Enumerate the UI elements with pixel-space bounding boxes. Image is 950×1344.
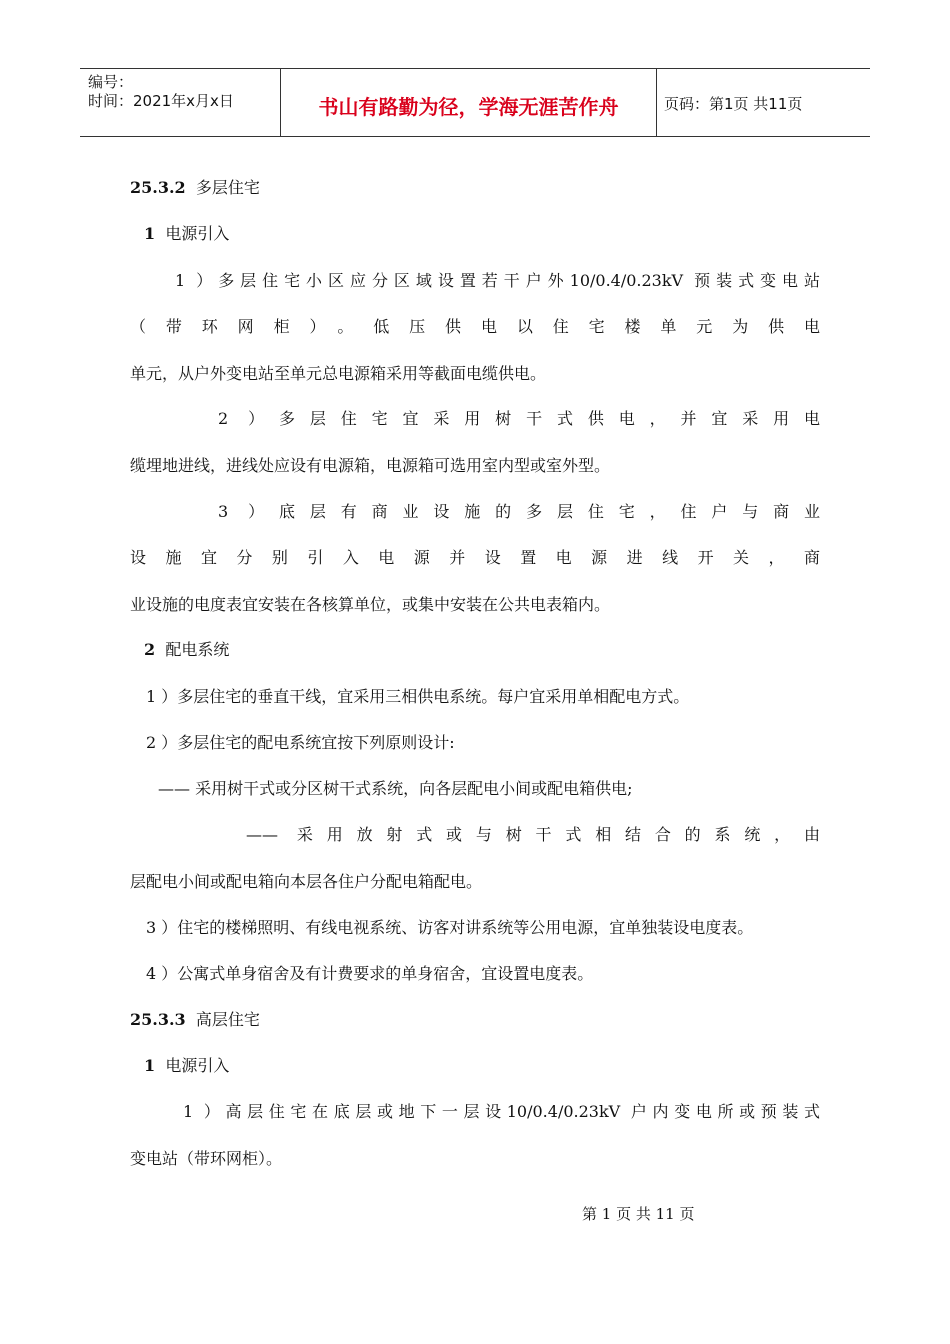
paragraph-line: 单元，从户外变电站至单元总电源箱采用等截面电缆供电。	[130, 364, 547, 383]
section-number: 25.3.3	[130, 1010, 186, 1029]
page-footer: 第 1 页 共 11 页	[582, 1205, 695, 1223]
paragraph-line: 设施宜分别引入电源并设置电源进线开关，商	[130, 548, 820, 567]
paragraph-line: —— 采用树干式或分区树干式系统，向各层配电小间或配电箱供电;	[158, 779, 633, 798]
page-header	[80, 68, 870, 137]
paragraph-line: 1 ）高层住宅在底层或地下一层设10/0.4/0.23kV 户内变电所或预装式	[183, 1102, 820, 1121]
subsection-number: 1	[144, 1056, 156, 1075]
subsection-title: 电源引入	[165, 224, 230, 243]
section-heading	[130, 177, 260, 199]
paragraph-line: —— 采用放射式或与树干式相结合的系统，由	[246, 825, 820, 844]
header-page-number: 页码：第1页 共11页	[664, 95, 803, 113]
paragraph-line: 4 ）公寓式单身宿舍及有计费要求的单身宿舍，宜设置电度表。	[146, 964, 594, 983]
subsection-heading	[144, 639, 229, 661]
paragraph-line: 层配电小间或配电箱向本层各住户分配电箱配电。	[130, 872, 483, 891]
subsection-heading	[144, 223, 229, 245]
section-title: 高层住宅	[195, 1010, 260, 1029]
document-number-label: 编号：	[88, 73, 134, 91]
header-page-cell	[657, 69, 870, 136]
paragraph-line: 3 ）住宅的楼梯照明、有线电视系统、访客对讲系统等公用电源，宜单独装设电度表。	[146, 918, 754, 937]
subsection-title: 电源引入	[165, 1056, 230, 1075]
paragraph-line: 缆埋地进线，进线处应设有电源箱，电源箱可选用室内型或室外型。	[130, 456, 611, 475]
paragraph-line: 变电站（带环网柜）。	[130, 1149, 283, 1168]
header-motto: 书山有路勤为径，学海无涯苦作舟	[318, 95, 619, 119]
section-title: 多层住宅	[195, 178, 260, 197]
paragraph-line: 2 ）多层住宅的配电系统宜按下列原则设计:	[146, 733, 455, 752]
paragraph-line: 业设施的电度表宜安装在各核算单位，或集中安装在公共电表箱内。	[130, 595, 611, 614]
document-time-label: 时间：2021年x月x日	[88, 92, 234, 110]
paragraph-line: 3 ）底层有商业设施的多层住宅，住户与商业	[218, 502, 820, 521]
subsection-heading	[144, 1055, 229, 1077]
section-number: 25.3.2	[130, 178, 186, 197]
header-motto-cell	[281, 69, 657, 136]
subsection-number: 2	[144, 640, 156, 659]
paragraph-line: 1 ）多层住宅的垂直干线，宜采用三相供电系统。每户宜采用单相配电方式。	[146, 687, 690, 706]
subsection-title: 配电系统	[165, 640, 230, 659]
subsection-number: 1	[144, 224, 156, 243]
paragraph-line: 1 ）多层住宅小区应分区域设置若干户外10/0.4/0.23kV 预装式变电站	[175, 271, 820, 290]
paragraph-line: 2 ）多层住宅宜采用树干式供电，并宜采用电	[218, 409, 820, 428]
paragraph-line: （带环网柜）。低压供电以住宅楼单元为供电	[130, 317, 820, 336]
header-meta-cell	[80, 69, 281, 136]
section-heading	[130, 1009, 260, 1031]
